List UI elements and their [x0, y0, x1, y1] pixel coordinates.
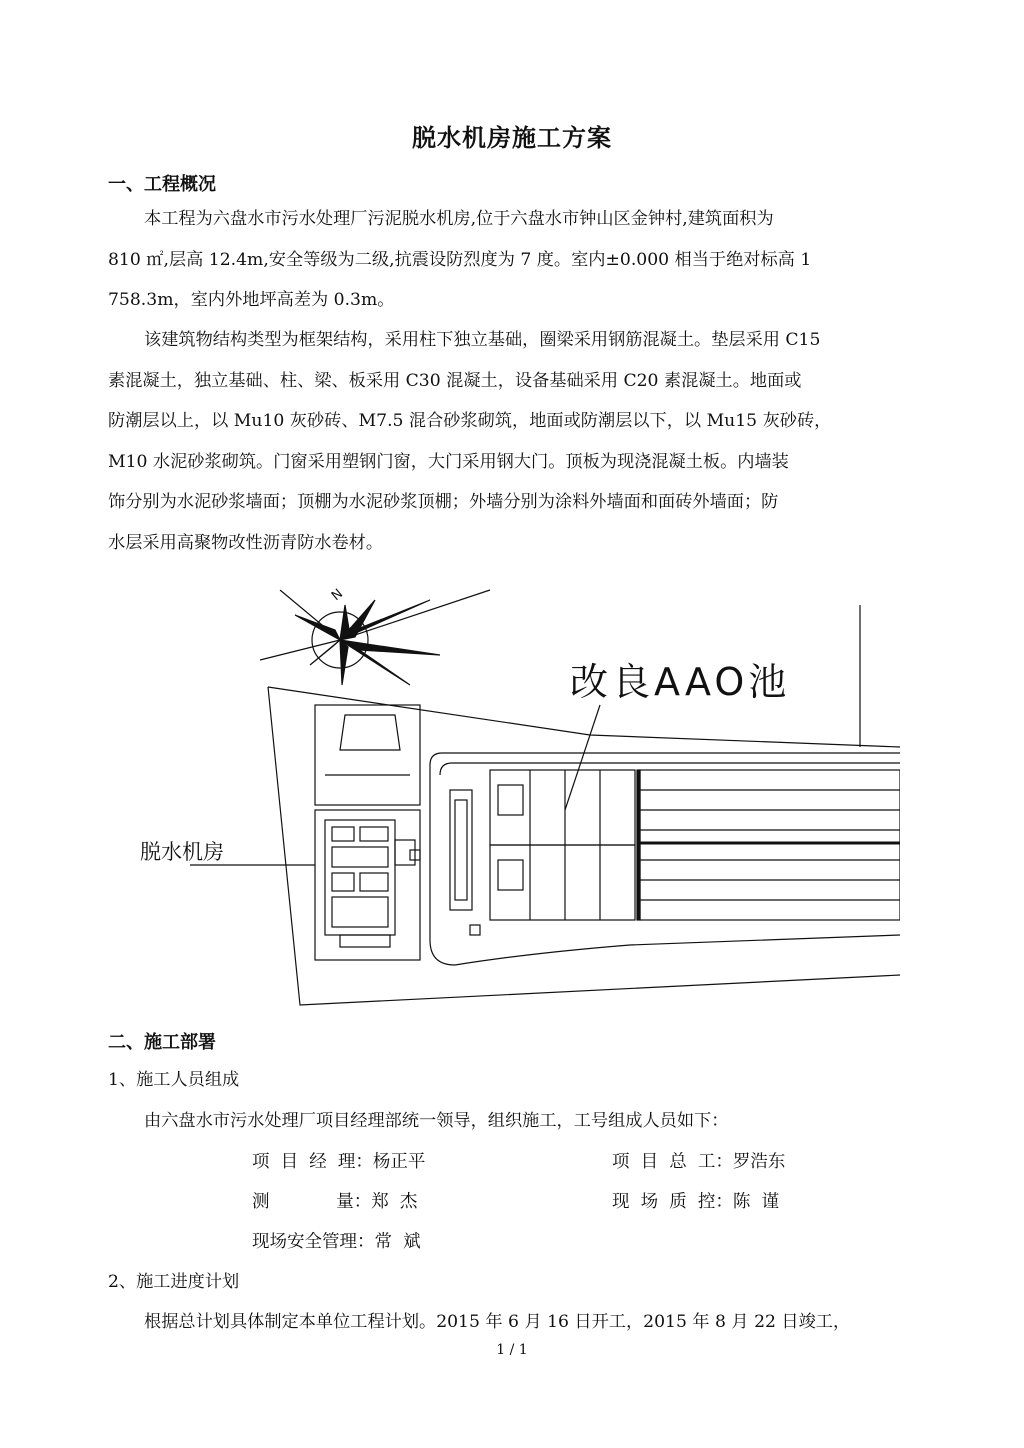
staff-name: 罗浩东 — [732, 1152, 786, 1172]
site-plan-drawing — [110, 575, 900, 1015]
staff-name: 杨正平 — [372, 1152, 426, 1172]
staff-role: 测 量： — [252, 1192, 372, 1212]
section-2-heading: 二、施工部署 — [108, 1032, 216, 1053]
staff-safety-manager — [252, 1228, 421, 1253]
staff-project-manager — [252, 1148, 425, 1173]
label-dewatering-room: 脱水机房 — [140, 840, 224, 864]
text-line: 本工程为六盘水市污水处理厂污泥脱水机房,位于六盘水市钟山区金钟村,建筑面积为 — [144, 209, 774, 229]
north-label: N — [328, 586, 347, 605]
text-line: 饰分别为水泥砂浆墙面；顶棚为水泥砂浆顶棚；外墙分别为涂料外墙面和面砖外墙面；防 — [108, 492, 779, 512]
staff-name: 常 斌 — [374, 1232, 421, 1252]
staff-name: 陈 谨 — [732, 1192, 780, 1212]
staff-name: 郑 杰 — [371, 1192, 418, 1212]
subsection-1-heading: 1、施工人员组成 — [108, 1070, 240, 1090]
text-line: 该建筑物结构类型为框架结构，采用柱下独立基础，圈梁采用钢筋混凝土。垫层采用 C15 — [144, 330, 821, 350]
text-line: 758.3m，室内外地坪高差为 0.3m。 — [108, 290, 395, 310]
staff-surveyor — [252, 1188, 417, 1213]
text-line: 防潮层以上，以 Mu10 灰砂砖、M7.5 混合砂浆砌筑，地面或防潮层以下，以 Mu15 灰砂砖， — [108, 411, 832, 431]
subsection-2-text: 根据总计划具体制定本单位工程计划。2015 年 6 月 16 日开工，2015 年 8 月 22 日竣工， — [144, 1312, 851, 1332]
staff-role: 项 目 经 理： — [252, 1152, 373, 1172]
document-title: 脱水机房施工方案 — [412, 124, 612, 152]
page-number: 1 / 1 — [496, 1342, 528, 1358]
text-line: 810 ㎡,层高 12.4m,安全等级为二级,抗震设防烈度为 7 度。室内±0.000 相当于绝对标高 1 — [108, 249, 812, 270]
staff-quality-control — [612, 1188, 779, 1213]
staff-chief-engineer — [612, 1148, 785, 1173]
text-line: 水层采用高聚物改性沥青防水卷材。 — [108, 532, 384, 553]
staff-role: 现场安全管理： — [252, 1232, 375, 1252]
staff-role: 现 场 质 控： — [612, 1192, 733, 1212]
label-aao-pool: 改良AAO池 — [570, 660, 791, 704]
compass-icon — [260, 590, 490, 685]
section-1-paragraph-1 — [108, 199, 916, 321]
staff-role: 项 目 总 工： — [612, 1152, 733, 1172]
text-line: M10 水泥砂浆砌筑。门窗采用塑钢门窗，大门采用钢大门。顶板为现浇混凝土板。内墙装 — [108, 451, 789, 472]
subsection-1-intro: 由六盘水市污水处理厂项目经理部统一领导，组织施工，工号组成人员如下： — [144, 1111, 729, 1131]
text-line: 素混凝土，独立基础、柱、梁、板采用 C30 混凝土，设备基础采用 C20 素混凝土。地面或 — [108, 370, 802, 391]
section-1-heading: 一、工程概况 — [108, 174, 216, 195]
section-1-paragraph-2 — [108, 320, 916, 563]
subsection-2-heading: 2、施工进度计划 — [108, 1272, 240, 1292]
